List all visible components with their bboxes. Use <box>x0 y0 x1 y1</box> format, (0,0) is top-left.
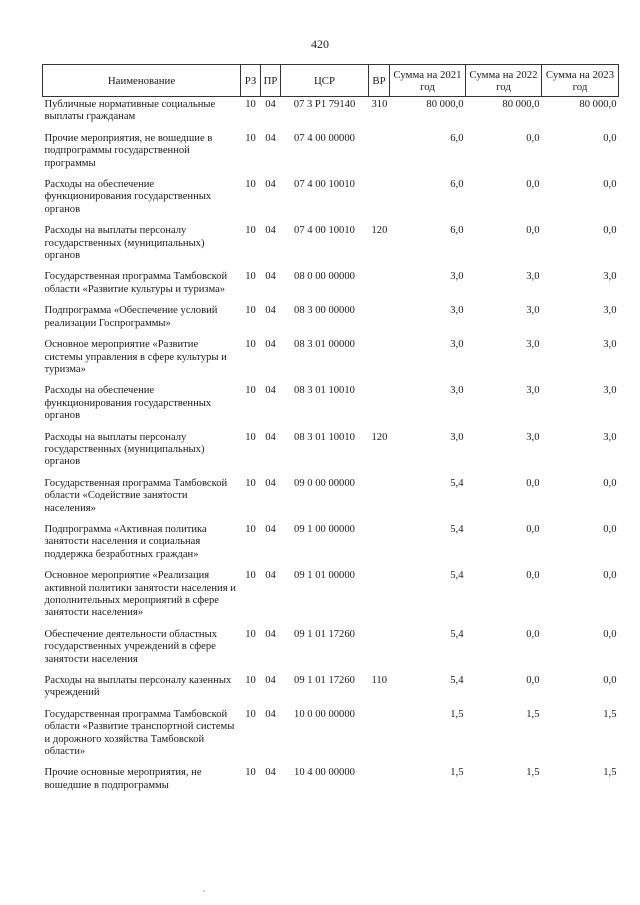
cell-vr <box>369 382 390 428</box>
table-row <box>43 336 619 382</box>
cell-vr <box>369 176 390 222</box>
cell-pr: 04 <box>265 708 276 720</box>
cell-s2021: 3,0 <box>450 431 464 443</box>
cell-csr: 07 4 00 00000 <box>294 132 355 144</box>
header-sum-2023: Сумма на 2023 год <box>542 65 619 97</box>
cell-name: Расходы на выплаты персоналу государственных (муниципальных) органов <box>44 431 205 468</box>
cell-vr: 310 <box>371 99 388 110</box>
table-row <box>43 706 619 765</box>
cell-pr: 04 <box>265 339 276 351</box>
table-row <box>43 475 619 521</box>
cell-s2023: 1,5 <box>603 708 617 720</box>
cell-s2021: 5,4 <box>450 675 464 687</box>
cell-s2021: 6,0 <box>450 179 464 191</box>
cell-rz: 10 <box>245 225 256 237</box>
cell-pr: 04 <box>265 675 276 687</box>
cell-vr <box>369 475 390 521</box>
cell-pr: 04 <box>265 305 276 317</box>
cell-vr <box>369 706 390 765</box>
cell-s2021: 3,0 <box>450 339 464 351</box>
cell-csr: 08 0 00 00000 <box>294 271 355 283</box>
cell-csr: 09 1 01 17260 <box>294 628 355 640</box>
header-pr: ПР <box>261 65 281 97</box>
cell-csr: 09 1 00 00000 <box>294 523 355 535</box>
cell-rz: 10 <box>245 570 256 582</box>
cell-pr: 04 <box>265 271 276 283</box>
cell-s2022: 80 000,0 <box>502 99 540 110</box>
cell-pr: 04 <box>265 767 276 779</box>
cell-csr: 09 1 01 00000 <box>294 570 355 582</box>
cell-name: Расходы на обеспечение функционирования государственных органов <box>44 179 212 215</box>
cell-s2021: 6,0 <box>450 225 464 237</box>
page-number: 420 <box>311 37 329 51</box>
cell-s2022: 0,0 <box>526 477 540 489</box>
table-row <box>43 302 619 336</box>
cell-pr: 04 <box>265 225 276 237</box>
cell-rz: 10 <box>245 132 256 144</box>
cell-s2021: 5,4 <box>450 628 464 640</box>
cell-rz: 10 <box>245 179 256 191</box>
cell-s2021: 3,0 <box>450 385 464 397</box>
cell-s2022: 0,0 <box>526 179 540 191</box>
cell-s2021: 3,0 <box>450 271 464 283</box>
cell-s2022: 3,0 <box>526 385 540 397</box>
table-header-row <box>43 65 619 97</box>
cell-s2023: 0,0 <box>603 477 617 489</box>
cell-s2023: 80 000,0 <box>579 99 617 110</box>
cell-s2023: 1,5 <box>603 767 617 779</box>
cell-pr: 04 <box>265 385 276 397</box>
table-row <box>43 429 619 475</box>
table-row <box>43 382 619 428</box>
cell-pr: 04 <box>265 132 276 144</box>
cell-vr <box>369 302 390 336</box>
cell-pr: 04 <box>265 628 276 640</box>
cell-vr <box>369 521 390 567</box>
cell-csr: 10 4 00 00000 <box>294 767 355 779</box>
cell-s2023: 0,0 <box>603 675 617 687</box>
table-body <box>43 97 619 799</box>
cell-s2022: 0,0 <box>526 225 540 237</box>
cell-s2021: 5,4 <box>450 570 464 582</box>
table-row <box>43 130 619 176</box>
cell-rz: 10 <box>245 339 256 351</box>
cell-s2022: 1,5 <box>526 767 540 779</box>
table-row <box>43 268 619 302</box>
cell-rz: 10 <box>245 271 256 283</box>
cell-csr: 08 3 01 10010 <box>294 431 355 443</box>
cell-rz: 10 <box>245 675 256 687</box>
table-row <box>43 626 619 672</box>
cell-s2023: 0,0 <box>603 570 617 582</box>
header-csr: ЦСР <box>281 65 369 97</box>
cell-s2023: 3,0 <box>603 305 617 317</box>
header-sum-2022: Сумма на 2022 год <box>466 65 542 97</box>
cell-csr: 08 3 00 00000 <box>294 305 355 317</box>
cell-s2023: 0,0 <box>603 628 617 640</box>
cell-name: Расходы на выплаты персоналу казенных учреждений <box>44 675 232 699</box>
cell-rz: 10 <box>245 385 256 397</box>
cell-rz: 10 <box>245 305 256 317</box>
cell-name: Расходы на обеспечение функционирования государственных органов <box>44 385 212 422</box>
cell-pr: 04 <box>265 179 276 191</box>
cell-s2021: 5,4 <box>450 523 464 535</box>
cell-csr: 07 4 00 10010 <box>294 225 355 237</box>
cell-rz: 10 <box>245 477 256 489</box>
cell-name: Прочие основные мероприятия, не вошедшие в подпрограммы <box>44 767 202 791</box>
cell-s2022: 3,0 <box>526 305 540 317</box>
cell-s2021: 1,5 <box>450 708 464 720</box>
cell-name: Подпрограмма «Обеспечение условий реализации Госпрограммы» <box>44 305 218 329</box>
cell-s2022: 3,0 <box>526 271 540 283</box>
cell-csr: 08 3 01 10010 <box>294 385 355 397</box>
cell-s2023: 0,0 <box>603 132 617 144</box>
cell-s2022: 0,0 <box>526 132 540 144</box>
cell-csr: 07 3 Р1 79140 <box>293 99 356 110</box>
cell-pr: 04 <box>265 99 276 110</box>
cell-name: Подпрограмма «Активная политика занятости населения и социальная поддержка безработных граждан» <box>44 523 207 560</box>
table-row <box>43 521 619 567</box>
cell-s2022: 3,0 <box>526 431 540 443</box>
header-vr: ВР <box>369 65 390 97</box>
table-row <box>43 764 619 798</box>
cell-rz: 10 <box>245 99 256 110</box>
cell-vr <box>369 764 390 798</box>
cell-csr: 10 0 00 00000 <box>294 708 355 720</box>
cell-name: Основное мероприятие «Реализация активной политики занятости населения и дополнительных мероприятий в сфере занятости населения» <box>44 570 236 619</box>
budget-table <box>42 64 619 798</box>
cell-s2022: 0,0 <box>526 570 540 582</box>
cell-s2021: 6,0 <box>450 132 464 144</box>
cell-s2023: 0,0 <box>603 523 617 535</box>
cell-s2023: 3,0 <box>603 271 617 283</box>
cell-vr <box>369 268 390 302</box>
cell-s2022: 1,5 <box>526 708 540 720</box>
cell-name: Государственная программа Тамбовской области «Развитие культуры и туризма» <box>44 271 228 295</box>
header-name: Наименование <box>43 65 241 97</box>
cell-vr <box>369 130 390 176</box>
cell-csr: 07 4 00 10010 <box>294 179 355 191</box>
cell-pr: 04 <box>265 570 276 582</box>
header-sum-2021: Сумма на 2021 год <box>390 65 466 97</box>
cell-name: Основное мероприятие «Развитие системы управления в сфере культуры и туризма» <box>44 339 227 375</box>
cell-name: Государственная программа Тамбовской области «Развитие транспортной системы и дорожного хозяйства Тамбовской области» <box>44 708 235 758</box>
table-row <box>43 176 619 222</box>
cell-pr: 04 <box>265 477 276 489</box>
cell-name: Государственная программа Тамбовской области «Содействие занятости населения» <box>44 477 228 514</box>
cell-csr: 09 1 01 17260 <box>294 675 355 687</box>
cell-s2023: 0,0 <box>603 179 617 191</box>
cell-s2021: 80 000,0 <box>426 99 464 110</box>
scan-speck <box>203 890 205 892</box>
cell-pr: 04 <box>265 523 276 535</box>
cell-name: Прочие мероприятия, не вошедшие в подпрограммы государственной программы <box>44 132 213 169</box>
cell-csr: 08 3 01 00000 <box>294 339 355 351</box>
cell-name: Публичные нормативные социальные выплаты гражданам <box>44 99 216 123</box>
cell-name: Обеспечение деятельности областных государственных учреждений в сфере занятости населения <box>44 628 218 665</box>
cell-csr: 09 0 00 00000 <box>294 477 355 489</box>
cell-s2023: 0,0 <box>603 225 617 237</box>
cell-s2022: 3,0 <box>526 339 540 351</box>
cell-vr <box>369 626 390 672</box>
cell-s2023: 3,0 <box>603 385 617 397</box>
cell-s2023: 3,0 <box>603 431 617 443</box>
cell-vr: 120 <box>371 225 388 237</box>
cell-rz: 10 <box>245 767 256 779</box>
cell-name: Расходы на выплаты персоналу государственных (муниципальных) органов <box>44 225 205 262</box>
cell-s2023: 3,0 <box>603 339 617 351</box>
cell-s2021: 5,4 <box>450 477 464 489</box>
table-row <box>43 222 619 268</box>
cell-vr <box>369 336 390 382</box>
cell-s2022: 0,0 <box>526 628 540 640</box>
cell-s2022: 0,0 <box>526 675 540 687</box>
table-row <box>43 672 619 706</box>
table-row <box>43 97 619 130</box>
cell-s2022: 0,0 <box>526 523 540 535</box>
cell-rz: 10 <box>245 708 256 720</box>
cell-vr: 110 <box>371 675 387 687</box>
cell-rz: 10 <box>245 628 256 640</box>
cell-s2021: 1,5 <box>450 767 464 779</box>
cell-rz: 10 <box>245 431 256 443</box>
cell-vr: 120 <box>371 431 388 443</box>
table-row <box>43 567 619 626</box>
header-rz: РЗ <box>241 65 261 97</box>
cell-pr: 04 <box>265 431 276 443</box>
cell-rz: 10 <box>245 523 256 535</box>
cell-s2021: 3,0 <box>450 305 464 317</box>
cell-vr <box>369 567 390 626</box>
